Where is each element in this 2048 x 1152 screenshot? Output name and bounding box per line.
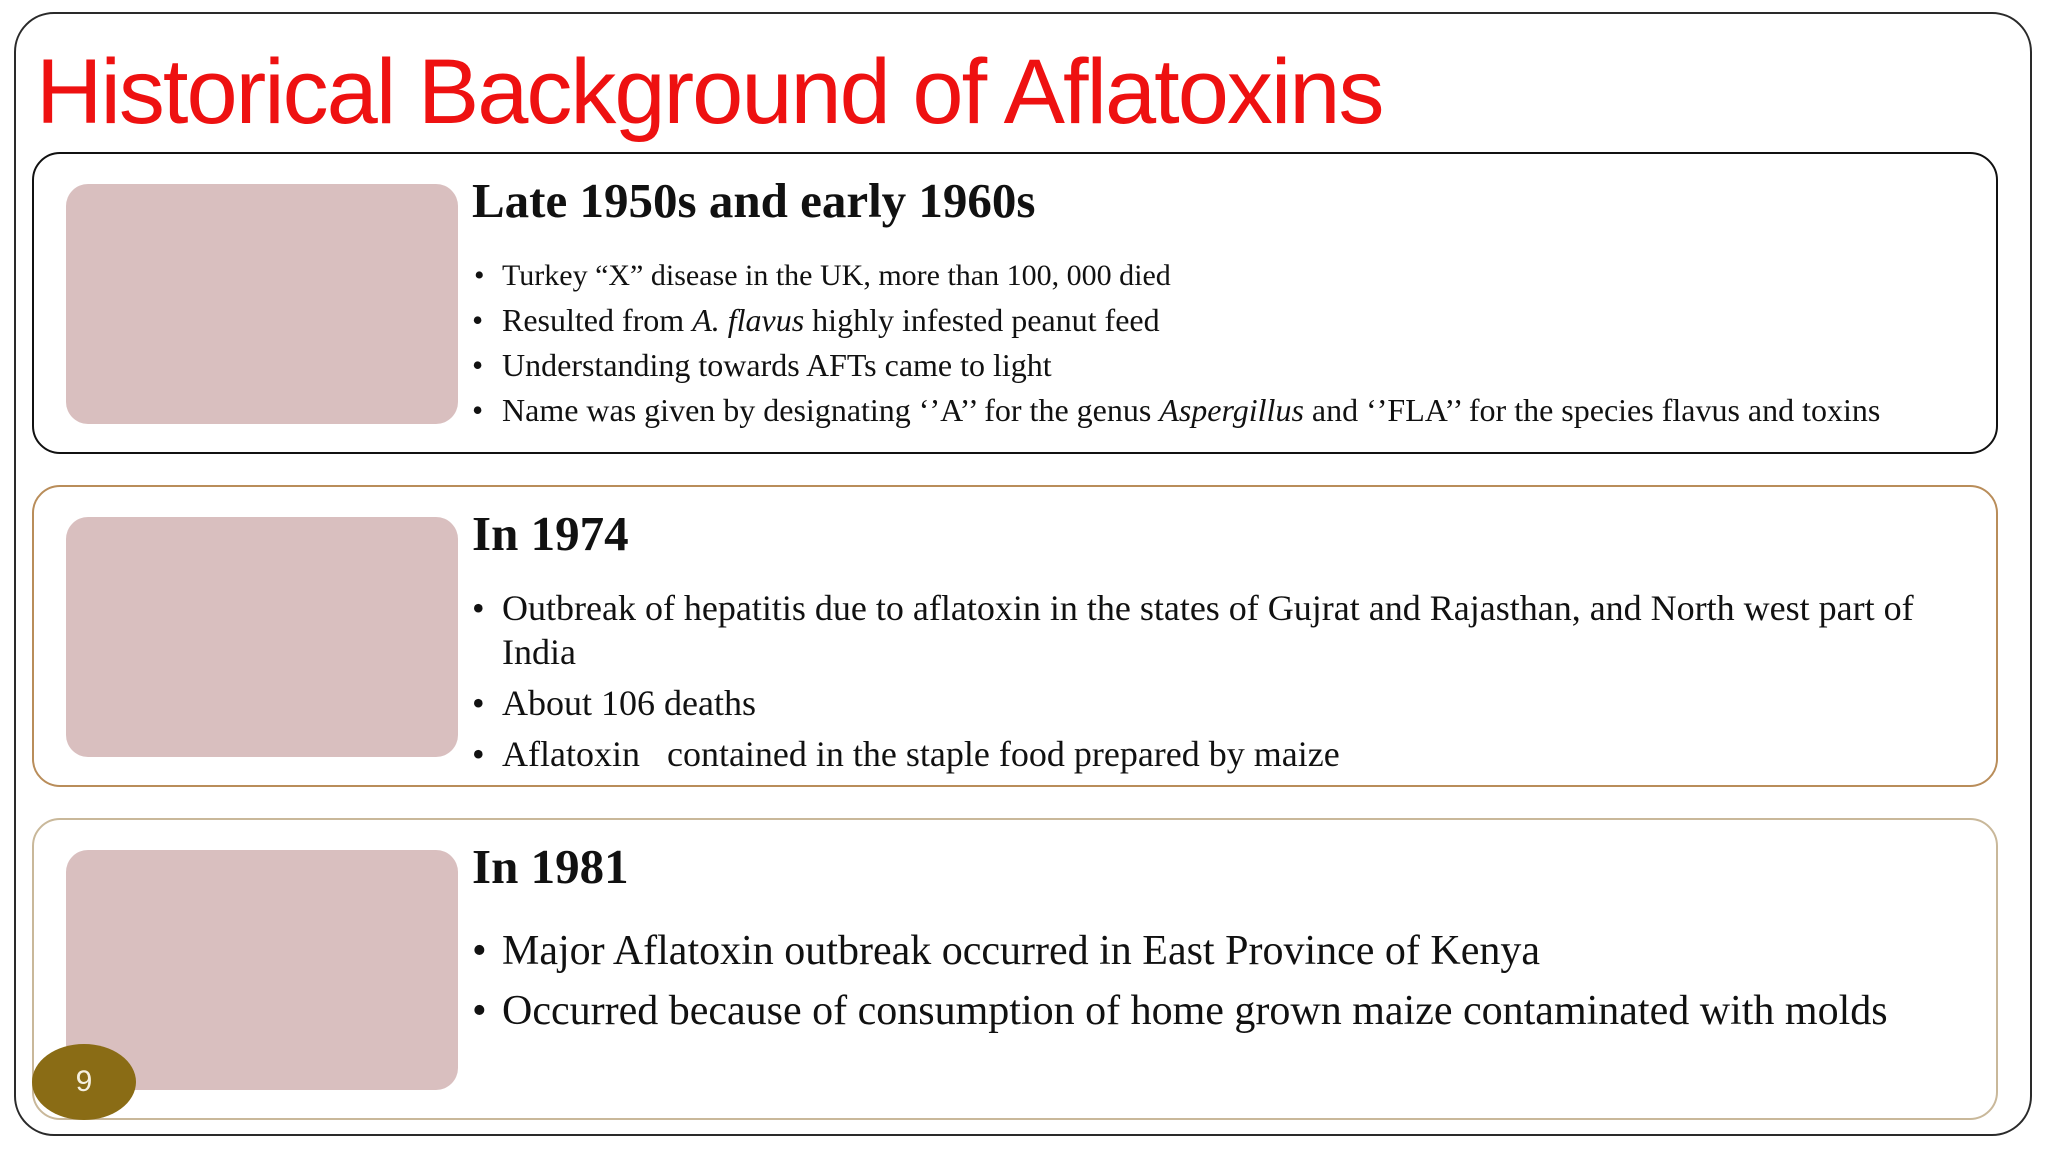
bullet-item (472, 732, 1982, 776)
genus-name-italic: Aspergillus (1159, 391, 1304, 428)
image-placeholder (66, 517, 458, 757)
bullet-list (472, 925, 1982, 1037)
bullet-text: Name was given by designating ‘’A’’ for the genus (502, 391, 1160, 428)
panel-heading: Late 1950s and early 1960s (472, 173, 1036, 228)
bullet-text: Understanding towards AFTs came to light (502, 346, 1052, 383)
panel-content (472, 172, 1982, 433)
bullet-marker: • (472, 346, 484, 383)
bullet-marker: • (474, 258, 485, 292)
panel-heading: In 1974 (472, 506, 629, 561)
bullet-text: Occurred because of consumption of home grown maize contaminated with molds (502, 987, 1888, 1034)
bullet-item (472, 681, 1982, 725)
bullet-text: Outbreak of hepatitis due to aflatoxin in the states of Gujrat and Rajasthan, and North west part of India (502, 587, 1914, 672)
panel-content (472, 505, 1982, 783)
panel-1974 (32, 485, 1998, 787)
bullet-marker: • (472, 391, 484, 428)
panel-late-1950s (32, 152, 1998, 454)
bullet-item (472, 925, 1982, 977)
bullet-text: highly infested peanut feed (804, 301, 1160, 338)
bullet-text: Resulted from (502, 301, 693, 338)
bullet-text: Aflatoxin contained in the staple food prepared by maize (502, 733, 1340, 774)
bullet-list (472, 253, 1982, 433)
bullet-text: and ‘’FLA’’ for the species flavus and toxins (1303, 391, 1881, 428)
image-placeholder (66, 184, 458, 424)
panel-1981 (32, 818, 1998, 1120)
panel-heading: In 1981 (472, 839, 629, 894)
bullet-text: Major Aflatoxin outbreak occurred in East Province of Kenya (502, 927, 1541, 974)
slide-title: Historical Background of Aflatoxins (36, 41, 1383, 143)
panel-content (472, 838, 1982, 1045)
bullet-item (472, 343, 1982, 388)
bullet-marker: • (472, 301, 484, 338)
bullet-text: Turkey “X” disease in the UK, more than 100, 000 died (502, 258, 1171, 292)
bullet-marker: • (472, 733, 485, 774)
bullet-text: About 106 deaths (502, 682, 756, 723)
bullet-marker: • (472, 587, 485, 628)
bullet-item (472, 586, 1982, 674)
bullet-marker: • (472, 927, 487, 974)
bullet-item (472, 253, 1982, 298)
bullet-item (472, 298, 1982, 343)
bullet-marker: • (472, 682, 485, 723)
image-placeholder (66, 850, 458, 1090)
bullet-item (472, 985, 1982, 1037)
bullet-item (472, 388, 1982, 433)
bullet-list (472, 586, 1982, 776)
species-name-italic: A. flavus (692, 301, 805, 338)
bullet-marker: • (472, 987, 487, 1034)
page-number-badge: 9 (32, 1044, 136, 1120)
